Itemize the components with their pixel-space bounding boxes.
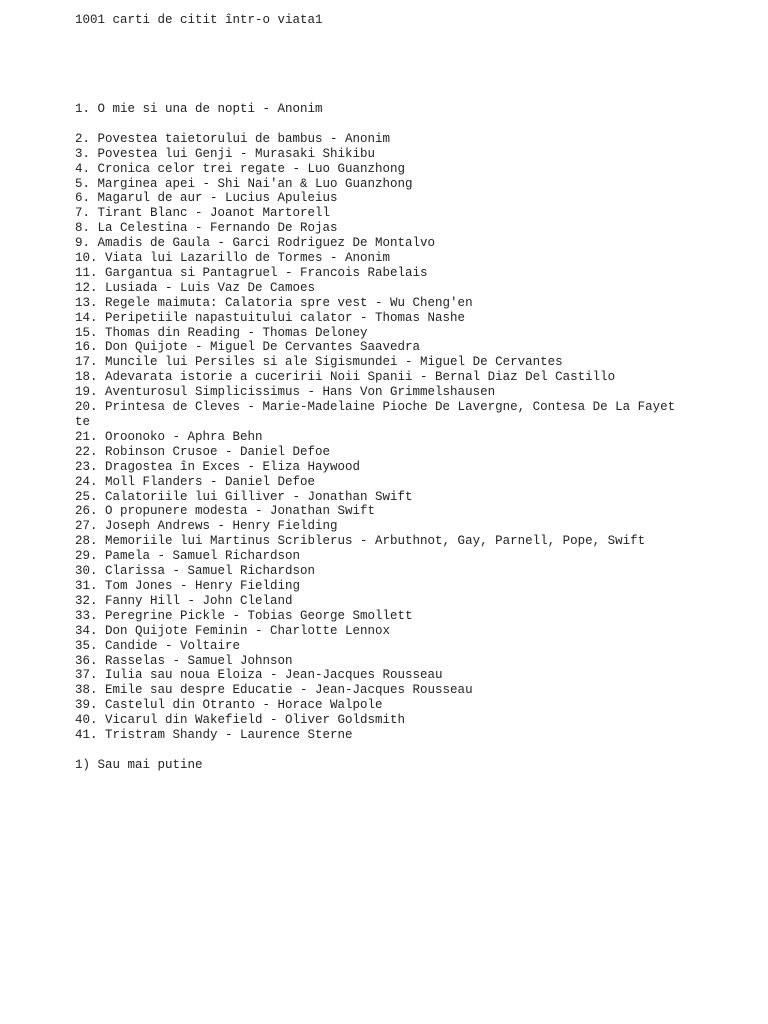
list-item: 16. Don Quijote - Miguel De Cervantes Saavedra (75, 340, 421, 355)
list-item: 27. Joseph Andrews - Henry Fielding (75, 519, 338, 534)
list-item: 33. Peregrine Pickle - Tobias George Smollett (75, 608, 413, 623)
list-item: 36. Rasselas - Samuel Johnson (75, 653, 293, 668)
list-item: 40. Vicarul din Wakefield - Oliver Goldsmith (75, 713, 406, 728)
list-item: 1. O mie si una de nopti - Anonim (75, 102, 323, 116)
list-item: 25. Calatoriile lui Gilliver - Jonathan Swift (75, 489, 413, 504)
list-item: 7. Tirant Blanc - Joanot Martorell (75, 206, 331, 221)
list-item: 18. Adevarata istorie a cuceririi Noii Spanii - Bernal Diaz Del Castillo (75, 370, 616, 385)
list-item: 3. Povestea lui Genji - Murasaki Shikibu (75, 146, 376, 161)
list-item: 39. Castelul din Otranto - Horace Walpole (75, 698, 383, 713)
book-list (75, 102, 695, 743)
list-item: 2. Povestea taietorului de bambus - Anonim (75, 131, 391, 146)
list-item: 32. Fanny Hill - John Cleland (75, 593, 293, 608)
list-item: 21. Oroonoko - Aphra Behn (75, 429, 263, 444)
list-item: 23. Dragostea în Exces - Eliza Haywood (75, 459, 361, 474)
list-item: 15. Thomas din Reading - Thomas Deloney (75, 325, 368, 340)
list-item: 37. Iulia sau noua Eloiza - Jean-Jacques Rousseau (75, 668, 443, 683)
list-item: 12. Lusiada - Luis Vaz De Camoes (75, 280, 316, 295)
list-item: 34. Don Quijote Feminin - Charlotte Lennox (75, 623, 391, 638)
list-item: 6. Magarul de aur - Lucius Apuleius (75, 191, 338, 206)
list-item: 35. Candide - Voltaire (75, 638, 241, 653)
list-item: 8. La Celestina - Fernando De Rojas (75, 221, 338, 236)
list-item: 29. Pamela - Samuel Richardson (75, 549, 301, 564)
list-item: 14. Peripetiile napastuitului calator - Thomas Nashe (75, 310, 466, 325)
list-item: 22. Robinson Crusoe - Daniel Defoe (75, 444, 331, 459)
list-item: 38. Emile sau despre Educatie - Jean-Jacques Rousseau (75, 683, 473, 698)
list-item: 31. Tom Jones - Henry Fielding (75, 578, 301, 593)
list-item: 13. Regele maimuta: Calatoria spre vest - Wu Cheng'en (75, 295, 473, 310)
list-item: 4. Cronica celor trei regate - Luo Guanzhong (75, 161, 406, 176)
list-item: 26. O propunere modesta - Jonathan Swift (75, 504, 376, 519)
list-item: 24. Moll Flanders - Daniel Defoe (75, 474, 316, 489)
list-item: 20. Printesa de Cleves - Marie-Madelaine Pioche De Lavergne, Contesa De La Fayet te (75, 400, 676, 430)
footnote: 1) Sau mai putine (75, 758, 203, 772)
list-item: 17. Muncile lui Persiles si ale Sigismundei - Miguel De Cervantes (75, 355, 563, 370)
list-item: 30. Clarissa - Samuel Richardson (75, 564, 316, 579)
list-item: 11. Gargantua si Pantagruel - Francois Rabelais (75, 265, 428, 280)
list-item: 19. Aventurosul Simplicissimus - Hans Von Grimmelshausen (75, 385, 496, 400)
list-item: 41. Tristram Shandy - Laurence Sterne (75, 728, 353, 743)
list-item: 10. Viata lui Lazarillo de Tormes - Anonim (75, 251, 391, 266)
list-item: 9. Amadis de Gaula - Garci Rodriguez De Montalvo (75, 236, 436, 251)
document-title: 1001 carti de citit într-o viata1 (75, 13, 323, 27)
list-item: 28. Memoriile lui Martinus Scriblerus - Arbuthnot, Gay, Parnell, Pope, Swift (75, 534, 646, 549)
list-item: 5. Marginea apei - Shi Nai'an & Luo Guanzhong (75, 176, 413, 191)
